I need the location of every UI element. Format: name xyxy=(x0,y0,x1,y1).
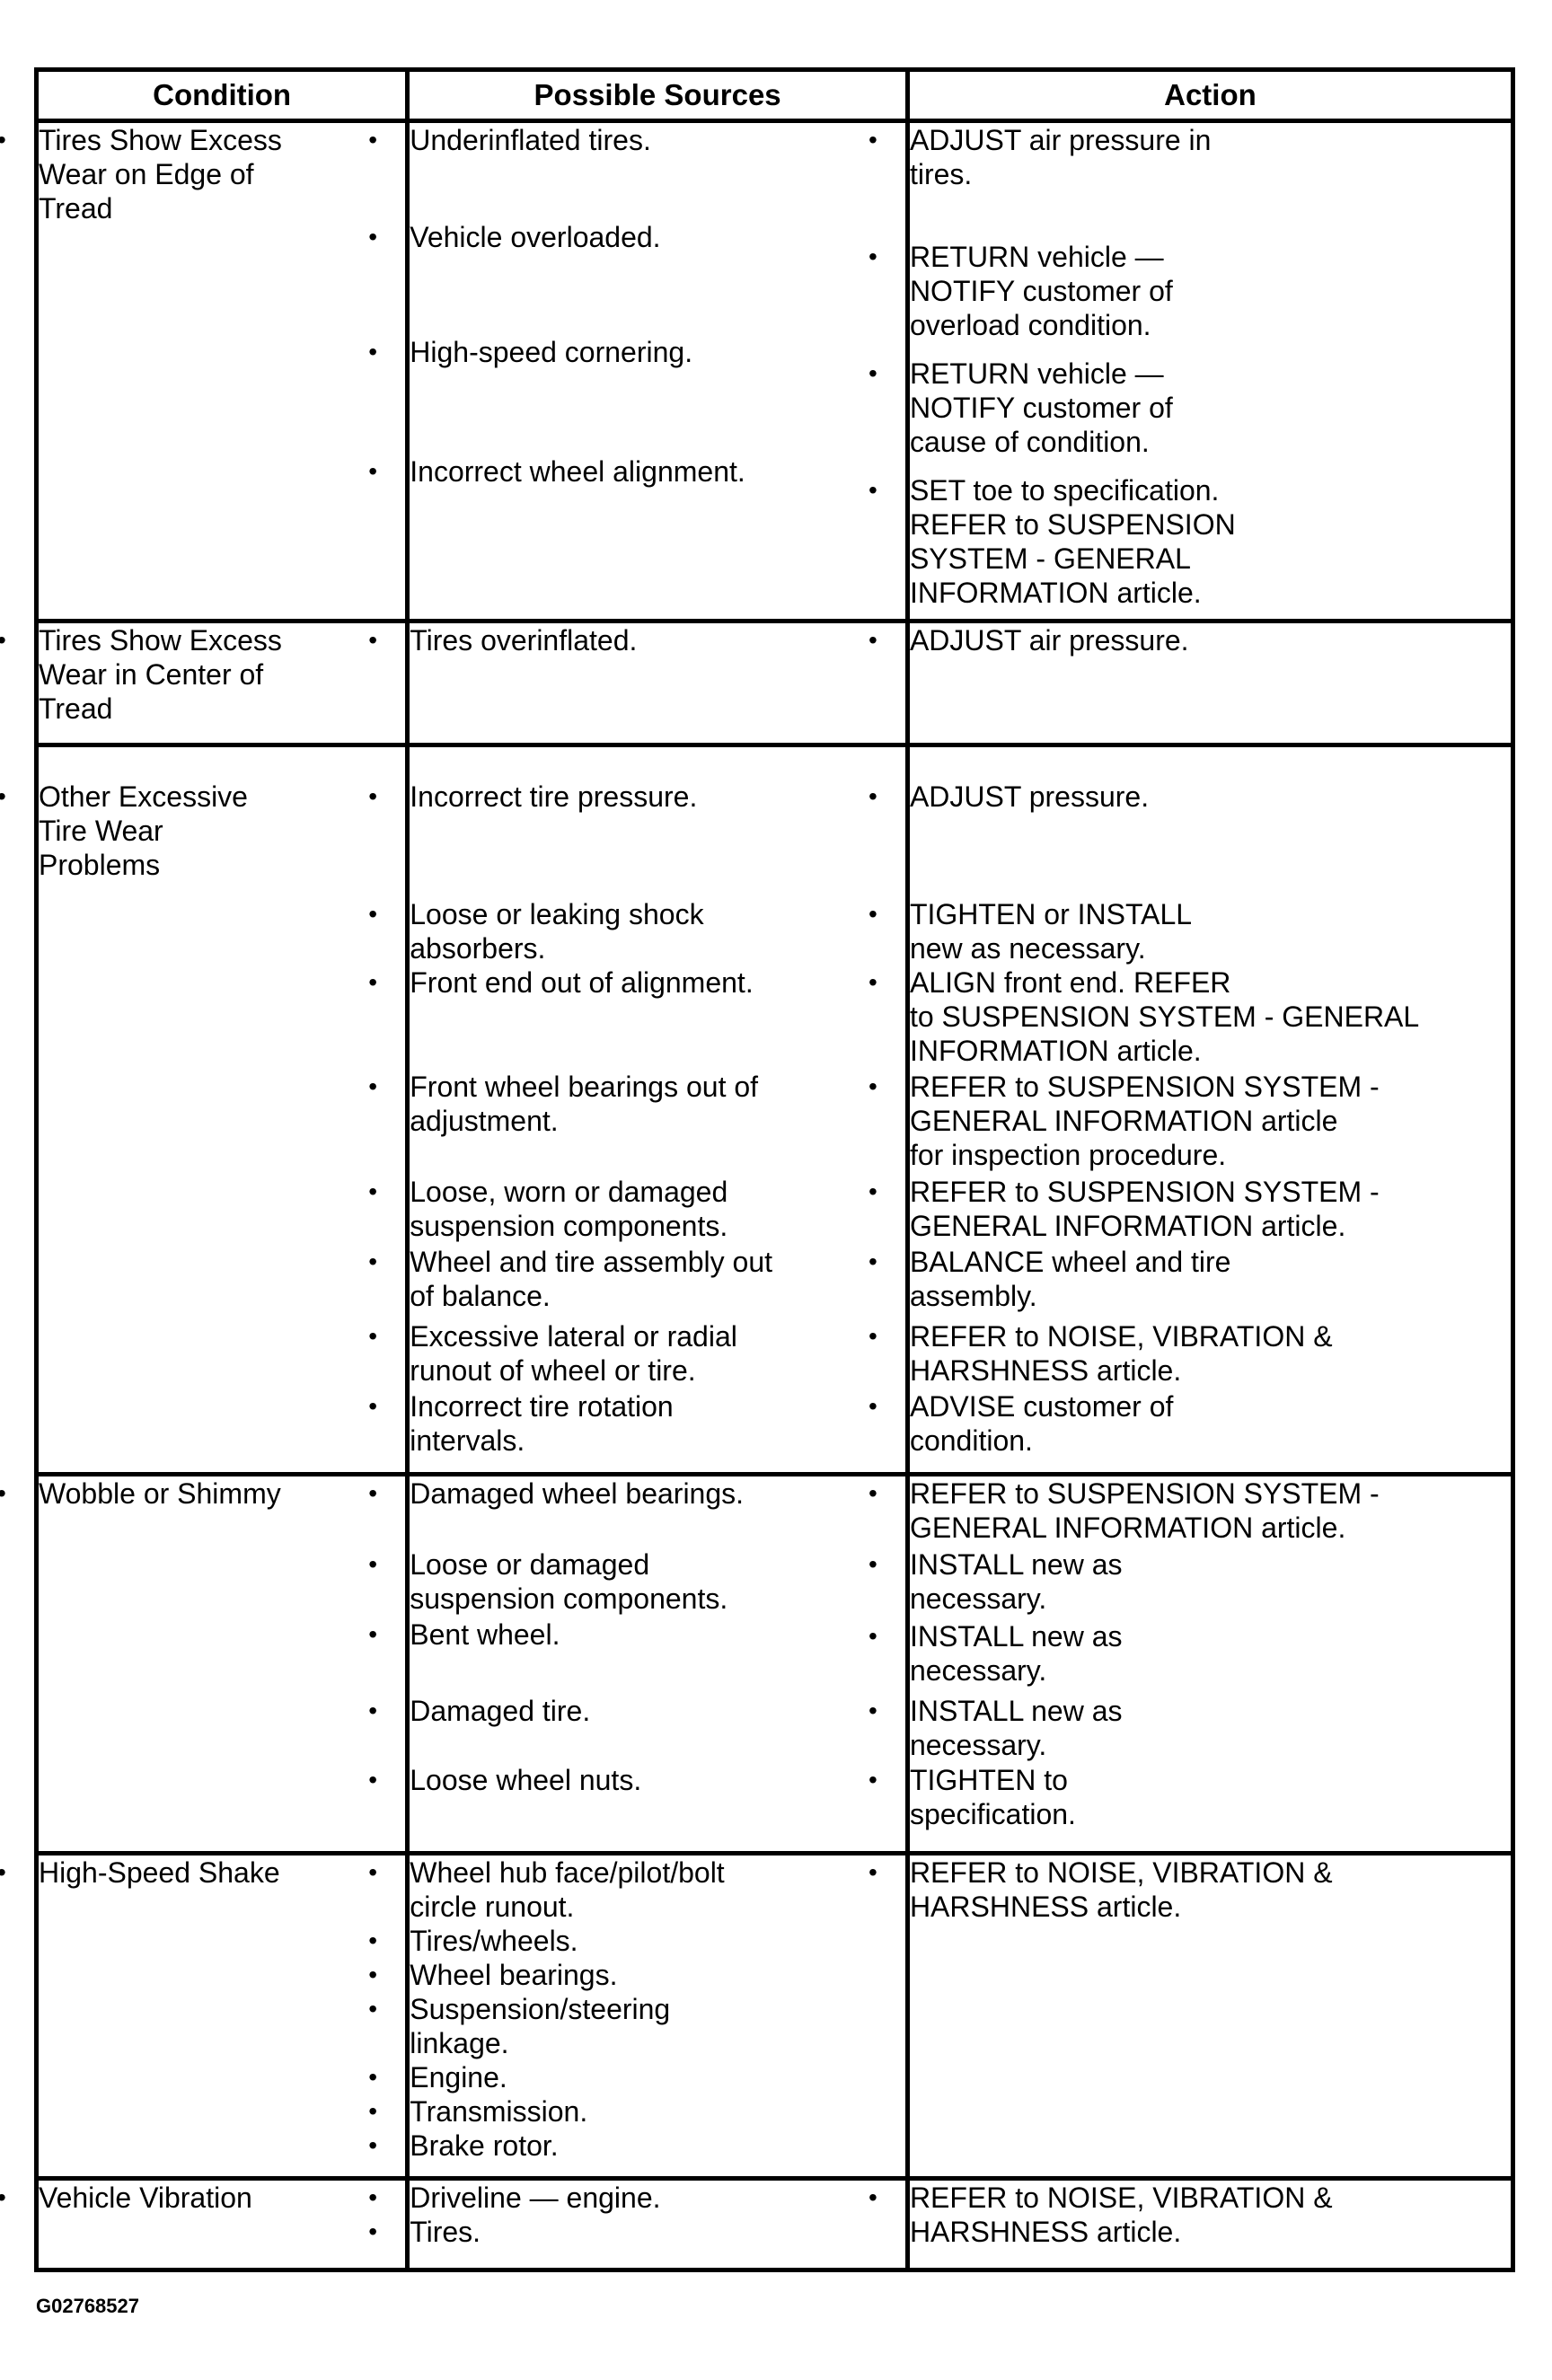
table-row xyxy=(37,2179,1513,2270)
action-item: • ADJUST pressure. xyxy=(910,780,1511,897)
actions-cell xyxy=(907,2179,1512,2270)
condition-cell xyxy=(37,2179,408,2270)
action-item: • ALIGN front end. REFER to SUSPENSION SYSTEM - GENERAL INFORMATION article. xyxy=(910,965,1511,1070)
source-item: • Wheel hub face/pilot/bolt circle runout. xyxy=(410,1856,905,1924)
source-item: • Bent wheel. xyxy=(410,1618,905,1694)
table-row xyxy=(37,745,1513,1475)
source-item: • Damaged tire. xyxy=(410,1694,905,1763)
condition-text: • Other Excessive Tire Wear Problems xyxy=(39,780,405,882)
source-item: • Driveline — engine. xyxy=(410,2181,905,2215)
header-action: Action xyxy=(907,70,1512,121)
condition-cell xyxy=(37,1475,408,1854)
action-item: • REFER to NOISE, VIBRATION & HARSHNESS article. xyxy=(910,1319,1511,1389)
action-item: • BALANCE wheel and tire assembly. xyxy=(910,1245,1511,1319)
source-item: • Front end out of alignment. xyxy=(410,965,905,1070)
condition-text: • Wobble or Shimmy xyxy=(39,1476,405,1511)
condition-text: • Tires Show Excess Wear on Edge of Tread xyxy=(39,123,405,225)
source-item: • Front wheel bearings out of adjustment. xyxy=(410,1070,905,1175)
header-condition: Condition xyxy=(37,70,408,121)
sources-cell xyxy=(408,2179,908,2270)
source-item: • Tires overinflated. xyxy=(410,623,905,657)
action-item: • INSTALL new as necessary. xyxy=(910,1547,1511,1619)
action-item: • REFER to NOISE, VIBRATION & HARSHNESS article. xyxy=(910,1856,1511,1924)
sources-cell xyxy=(408,745,908,1475)
condition-text: • Vehicle Vibration xyxy=(39,2181,405,2215)
source-item: • Wheel and tire assembly out of balance. xyxy=(410,1245,905,1319)
table-row xyxy=(37,1475,1513,1854)
action-item: • TIGHTEN or INSTALL new as necessary. xyxy=(910,897,1511,965)
table-row xyxy=(37,1854,1513,2179)
condition-cell xyxy=(37,121,408,621)
sources-cell xyxy=(408,1475,908,1854)
actions-cell xyxy=(907,1475,1512,1854)
source-item: • Vehicle overloaded. xyxy=(410,220,905,335)
action-item: • INSTALL new as necessary. xyxy=(910,1619,1511,1694)
action-item: • REFER to SUSPENSION SYSTEM - GENERAL INFORMATION article. xyxy=(910,1476,1511,1547)
action-item: • SET toe to specification. REFER to SUSPENSION SYSTEM - GENERAL INFORMATION article. xyxy=(910,473,1511,610)
source-item: • Underinflated tires. xyxy=(410,123,905,220)
condition-cell xyxy=(37,745,408,1475)
action-item: • RETURN vehicle — NOTIFY customer of overload condition. xyxy=(910,240,1511,357)
action-item: • RETURN vehicle — NOTIFY customer of cause of condition. xyxy=(910,357,1511,473)
condition-text: • Tires Show Excess Wear in Center of Tread xyxy=(39,623,405,726)
action-item: • ADJUST air pressure in tires. xyxy=(910,123,1511,240)
source-item: • Loose or damaged suspension components. xyxy=(410,1547,905,1618)
diagnosis-table xyxy=(34,67,1515,2272)
source-item: • Loose or leaking shock absorbers. xyxy=(410,897,905,965)
table-row xyxy=(37,121,1513,621)
source-item: • Incorrect tire rotation intervals. xyxy=(410,1389,905,1458)
source-item: • Brake rotor. xyxy=(410,2129,905,2163)
source-item: • Tires/wheels. xyxy=(410,1924,905,1958)
actions-cell xyxy=(907,745,1512,1475)
action-item: • TIGHTEN to specification. xyxy=(910,1763,1511,1831)
source-item: • Transmission. xyxy=(410,2094,905,2129)
source-item: • Suspension/steering linkage. xyxy=(410,1992,905,2060)
sources-cell xyxy=(408,621,908,745)
source-item: • Loose wheel nuts. xyxy=(410,1763,905,1797)
action-item: • REFER to SUSPENSION SYSTEM - GENERAL INFORMATION article for inspection procedure. xyxy=(910,1070,1511,1175)
condition-text: • High-Speed Shake xyxy=(39,1856,405,1890)
action-item: • ADJUST air pressure. xyxy=(910,623,1511,657)
source-item: • Damaged wheel bearings. xyxy=(410,1476,905,1547)
header-row xyxy=(37,70,1513,121)
action-item: • REFER to SUSPENSION SYSTEM - GENERAL INFORMATION article. xyxy=(910,1175,1511,1245)
actions-cell xyxy=(907,621,1512,745)
action-item: • REFER to NOISE, VIBRATION & HARSHNESS article. xyxy=(910,2181,1511,2249)
source-item: • Loose, worn or damaged suspension components. xyxy=(410,1175,905,1245)
source-item: • High-speed cornering. xyxy=(410,335,905,454)
source-item: • Excessive lateral or radial runout of wheel or tire. xyxy=(410,1319,905,1389)
condition-cell xyxy=(37,621,408,745)
source-item: • Engine. xyxy=(410,2060,905,2094)
action-item: • INSTALL new as necessary. xyxy=(910,1694,1511,1763)
source-item: • Wheel bearings. xyxy=(410,1958,905,1992)
action-item: • ADVISE customer of condition. xyxy=(910,1389,1511,1458)
sources-cell xyxy=(408,1854,908,2179)
source-item: • Tires. xyxy=(410,2215,905,2249)
header-possible-sources: Possible Sources xyxy=(408,70,908,121)
sources-cell xyxy=(408,121,908,621)
source-item: • Incorrect tire pressure. xyxy=(410,780,905,897)
actions-cell xyxy=(907,1854,1512,2179)
actions-cell xyxy=(907,121,1512,621)
condition-cell xyxy=(37,1854,408,2179)
table-row xyxy=(37,621,1513,745)
figure-code: G02768527 xyxy=(36,2295,139,2317)
source-item: • Incorrect wheel alignment. xyxy=(410,454,905,489)
